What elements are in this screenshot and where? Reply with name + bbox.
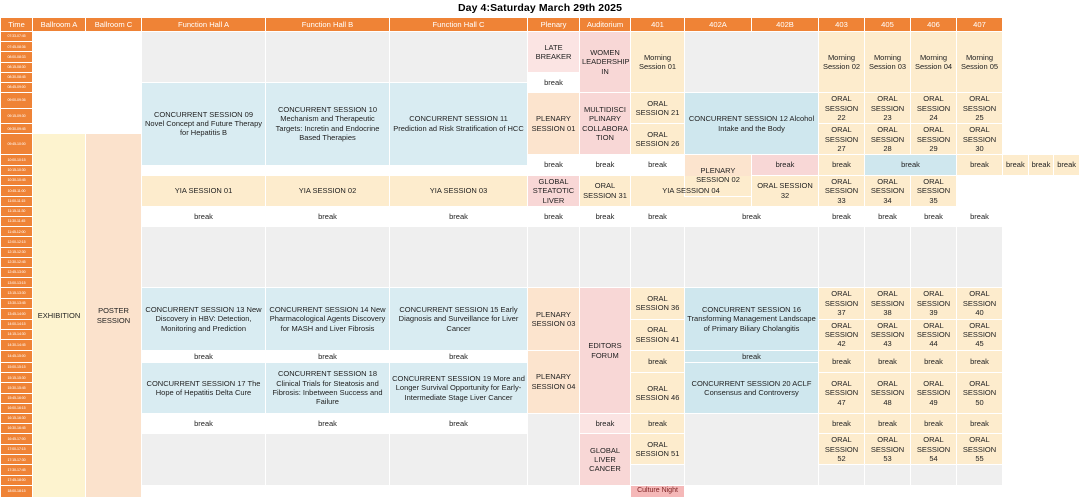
break-401-3: break — [631, 350, 685, 373]
break-407-4: break — [957, 413, 1003, 433]
cell-403-empty-3 — [911, 485, 957, 497]
session-exhibition[interactable]: EXHIBITION — [33, 134, 86, 497]
cell-fha-empty-3 — [142, 434, 266, 486]
session-oral-46[interactable]: ORAL SESSION 46 — [631, 373, 685, 414]
break-fha-1: break — [528, 155, 580, 175]
cell-fhc-empty-4 — [580, 485, 631, 497]
cell-403-empty — [819, 227, 865, 288]
cell-fha-empty — [142, 32, 266, 83]
cell-402-empty-3 — [685, 413, 819, 485]
session-poster[interactable]: POSTER SESSION — [86, 134, 142, 497]
time-cell: 10:00-10:15 — [1, 155, 33, 165]
col-header-407: 407 — [957, 18, 1003, 32]
cell-auditorium-empty-2 — [685, 485, 752, 497]
cell-fhc-empty-3 — [390, 434, 528, 486]
table-row — [1, 485, 1080, 497]
session-cs13[interactable]: CONCURRENT SESSION 13 New Discovery in HBV: Detection, Monitoring and Prediction — [142, 288, 266, 350]
session-cs18[interactable]: CONCURRENT SESSION 18 Clinical Trials for Steatosis and Fibrosis: Inbetween Success and Failure — [266, 363, 390, 414]
break-403-4: break — [819, 413, 865, 433]
session-oral-34[interactable]: ORAL SESSION 34 — [865, 175, 911, 206]
cell-plenary-empty — [528, 227, 580, 288]
session-oral-27[interactable]: ORAL SESSION 27 — [819, 124, 865, 155]
cell-fhb-empty — [266, 32, 390, 83]
cell-fhb-empty-3 — [266, 434, 390, 486]
break-auditorium-4: break — [580, 413, 631, 433]
session-yia-03[interactable]: YIA SESSION 03 — [390, 175, 528, 206]
time-cell: 11:30-11:45 — [1, 217, 33, 227]
time-cell: 17:15-17:30 — [1, 455, 33, 465]
time-cell: 14:15-14:30 — [1, 329, 33, 339]
table-row — [1, 288, 1080, 298]
session-oral-29[interactable]: ORAL SESSION 29 — [911, 124, 957, 155]
schedule-table — [0, 17, 1080, 498]
table-row — [1, 175, 1080, 185]
session-oral-25[interactable]: ORAL SESSION 25 — [957, 93, 1003, 124]
time-cell: 12:15-12:30 — [1, 247, 33, 257]
cell-ballroom-c-empty-2 — [266, 485, 390, 497]
time-cell: 10:30-10:45 — [1, 175, 33, 185]
session-oral-24[interactable]: ORAL SESSION 24 — [911, 93, 957, 124]
cell-ballroom-a-empty-2 — [142, 485, 266, 497]
time-cell: 10:15-10:30 — [1, 165, 33, 175]
session-cs09[interactable]: CONCURRENT SESSION 09 Novel Concept and Future Therapy for Hepatitis B — [142, 82, 266, 165]
break-plenary-2: break — [528, 206, 580, 226]
session-oral-50[interactable]: ORAL SESSION 50 — [957, 373, 1003, 414]
time-cell: 17:30-17:45 — [1, 465, 33, 475]
time-cell: 13:30-13:45 — [1, 298, 33, 308]
table-row — [1, 206, 1080, 216]
cell-402-empty — [685, 32, 819, 93]
break-406-1: break — [1028, 155, 1054, 175]
session-yia-04[interactable]: YIA SESSION 04 — [631, 175, 752, 206]
cell-407-empty-3 — [1028, 485, 1054, 497]
break-fha-4: break — [142, 413, 266, 433]
table-row — [1, 413, 1080, 423]
break-405-2: break — [865, 206, 911, 226]
table-header-row — [1, 18, 1080, 32]
session-oral-49[interactable]: ORAL SESSION 49 — [911, 373, 957, 414]
session-plenary-03[interactable]: PLENARY SESSION 03 — [528, 288, 580, 350]
col-header-403: 403 — [819, 18, 865, 32]
cell-401-empty-3 — [752, 485, 819, 497]
time-cell: 07:33-07:45 — [1, 32, 33, 42]
session-oral-55[interactable]: ORAL SESSION 55 — [957, 434, 1003, 465]
time-cell: 07:45-08:36 — [1, 42, 33, 52]
time-cell: 15:15-15:30 — [1, 373, 33, 383]
session-global-steatotic-liver[interactable]: GLOBAL STEATOTIC LIVER — [528, 175, 580, 206]
session-women-leadership[interactable]: WOMEN LEADERSHIP IN — [580, 32, 631, 93]
session-morning-02[interactable]: Morning Session 02 — [819, 32, 865, 93]
break-plenary-1: break — [528, 72, 580, 92]
break-402-1: break — [865, 155, 957, 175]
cell-407-empty-2 — [957, 465, 1003, 485]
table-row — [1, 32, 1080, 42]
col-header-405: 405 — [865, 18, 911, 32]
page-title: Day 4:Saturday March 29th 2025 — [457, 2, 623, 14]
table-row — [1, 227, 1080, 237]
session-cs19[interactable]: CONCURRENT SESSION 19 More and Longer Survival Opportunity for Early-Intermediate Stage Liver Cancer — [390, 363, 528, 414]
time-cell: 15:00-15:15 — [1, 363, 33, 373]
cell-406-empty-2 — [911, 465, 957, 485]
cell-fhc-empty — [390, 32, 528, 83]
cell-fhb-empty-2 — [266, 227, 390, 288]
col-header-plenary: Plenary — [528, 18, 580, 32]
break-fhc-3: break — [390, 350, 528, 362]
session-multidisciplinary[interactable]: MULTIDISCI PLINARY COLLABORA TION — [580, 93, 631, 155]
break-405-4: break — [865, 413, 911, 433]
cell-407-empty — [957, 227, 1003, 288]
break-fhc-4: break — [390, 413, 528, 433]
session-editors-forum[interactable]: EDITORS FORUM — [580, 288, 631, 414]
break-fhc-2: break — [390, 206, 528, 226]
col-header-402b: 402B — [752, 18, 819, 32]
session-morning-04[interactable]: Morning Session 04 — [911, 32, 957, 93]
col-header-time: Time — [1, 18, 33, 32]
break-406-4: break — [911, 413, 957, 433]
session-oral-43[interactable]: ORAL SESSION 43 — [865, 319, 911, 350]
time-cell: 14:45-15:00 — [1, 350, 33, 362]
session-cs12[interactable]: CONCURRENT SESSION 12 Alcohol Intake and the Body — [685, 93, 819, 155]
break-401-4: break — [631, 413, 685, 433]
session-culture-night[interactable]: Culture Night — [631, 485, 685, 497]
session-oral-42[interactable]: ORAL SESSION 42 — [819, 319, 865, 350]
session-cs11[interactable]: CONCURRENT SESSION 11 Prediction ad Risk Stratification of HCC — [390, 82, 528, 165]
break-auditorium-2: break — [580, 206, 631, 226]
break-auditorium-1: break — [752, 155, 819, 175]
break-407-1: break — [1054, 155, 1080, 175]
cell-402-empty-4 — [819, 485, 911, 497]
col-header-function-hall-b: Function Hall B — [266, 18, 390, 32]
cell-ballroom-a-empty — [33, 32, 86, 134]
time-cell: 16:00-16:15 — [1, 403, 33, 413]
session-oral-26[interactable]: ORAL SESSION 26 — [631, 124, 685, 155]
col-header-401: 401 — [631, 18, 685, 32]
break-fhb-3: break — [266, 350, 390, 362]
session-plenary-04[interactable]: PLENARY SESSION 04 — [528, 350, 580, 413]
time-cell: 11:00-11:15 — [1, 196, 33, 206]
session-oral-28[interactable]: ORAL SESSION 28 — [865, 124, 911, 155]
session-oral-41[interactable]: ORAL SESSION 41 — [631, 319, 685, 350]
time-cell: 13:45-14:00 — [1, 309, 33, 319]
session-yia-01[interactable]: YIA SESSION 01 — [142, 175, 266, 206]
session-oral-32[interactable]: ORAL SESSION 32 — [752, 175, 819, 206]
cell-fhc-empty-2 — [390, 227, 528, 288]
session-oral-47[interactable]: ORAL SESSION 47 — [819, 373, 865, 414]
cell-401-empty-2 — [631, 465, 685, 485]
session-oral-54[interactable]: ORAL SESSION 54 — [911, 434, 957, 465]
cell-plenary-empty-2 — [528, 413, 580, 485]
session-late-breaker[interactable]: LATE BREAKER — [528, 32, 580, 73]
time-cell: 13:15-13:30 — [1, 288, 33, 298]
cell-fha-empty-2 — [142, 227, 266, 288]
session-cs15[interactable]: CONCURRENT SESSION 15 Early Diagnosis and Surveillance for Liver Cancer — [390, 288, 528, 350]
session-plenary-01[interactable]: PLENARY SESSION 01 — [528, 93, 580, 155]
time-cell: 16:15-16:30 — [1, 413, 33, 423]
time-cell: 14:00-14:15 — [1, 319, 33, 329]
session-cs14[interactable]: CONCURRENT SESSION 14 New Pharmacological Agents Discovery for MASH and Liver Fibrosis — [266, 288, 390, 350]
session-cs16[interactable]: CONCURRENT SESSION 16 Transforming Management Landscape of Primary Biliary Cholangitis — [685, 288, 819, 350]
session-oral-38[interactable]: ORAL SESSION 38 — [865, 288, 911, 319]
time-cell: 14:30-14:45 — [1, 340, 33, 350]
cell-405-empty-3 — [957, 485, 1003, 497]
time-cell: 15:45-16:00 — [1, 393, 33, 403]
cell-fha-empty-4 — [390, 485, 528, 497]
time-cell: 17:45-18:00 — [1, 475, 33, 485]
col-header-ballroom-a: Ballroom A — [33, 18, 86, 32]
break-407-2: break — [957, 206, 1003, 226]
time-cell: 08:00-08:33 — [1, 52, 33, 62]
cell-403-empty-2 — [819, 465, 865, 485]
break-401-1: break — [819, 155, 865, 175]
time-cell: 09:00-09:36 — [1, 93, 33, 109]
time-cell: 12:00-12:15 — [1, 237, 33, 247]
session-oral-44[interactable]: ORAL SESSION 44 — [911, 319, 957, 350]
session-cs10[interactable]: CONCURRENT SESSION 10 Mechanism and Therapeutic Targets: Incretin and Endocrine Based Therapies — [266, 82, 390, 165]
time-cell: 12:45-13:00 — [1, 268, 33, 278]
session-oral-22[interactable]: ORAL SESSION 22 — [819, 93, 865, 124]
time-cell: 11:45-12:00 — [1, 227, 33, 237]
break-402-3: break — [685, 350, 819, 362]
session-cs20[interactable]: CONCURRENT SESSION 20 ACLF Consensus and Controversy — [685, 363, 819, 414]
break-402-2: break — [685, 206, 819, 226]
time-cell: 11:15-11:30 — [1, 206, 33, 216]
time-cell: 18:00-18:15 — [1, 485, 33, 497]
session-morning-01[interactable]: Morning Session 01 — [631, 32, 685, 93]
session-oral-21[interactable]: ORAL SESSION 21 — [631, 93, 685, 124]
session-oral-51[interactable]: ORAL SESSION 51 — [631, 434, 685, 465]
session-oral-45[interactable]: ORAL SESSION 45 — [957, 319, 1003, 350]
break-fhc-1: break — [631, 155, 685, 175]
cell-405-empty — [865, 227, 911, 288]
cell-fhb-empty-4 — [528, 485, 580, 497]
time-cell: 16:30-16:45 — [1, 424, 33, 434]
time-cell: 08:45-09:00 — [1, 82, 33, 92]
break-407-3: break — [957, 350, 1003, 373]
session-oral-48[interactable]: ORAL SESSION 48 — [865, 373, 911, 414]
session-oral-40[interactable]: ORAL SESSION 40 — [957, 288, 1003, 319]
table-row — [1, 350, 1080, 362]
session-morning-03[interactable]: Morning Session 03 — [865, 32, 911, 93]
time-cell: 12:30-12:45 — [1, 257, 33, 267]
time-cell: 17:00-17:15 — [1, 444, 33, 454]
cell-406-empty-3 — [1003, 485, 1029, 497]
time-cell: 09:15-09:30 — [1, 108, 33, 124]
break-403-3: break — [819, 350, 865, 373]
break-403-1: break — [957, 155, 1003, 175]
session-oral-53[interactable]: ORAL SESSION 53 — [865, 434, 911, 465]
cell-401-empty — [631, 227, 685, 288]
break-401-2: break — [631, 206, 685, 226]
session-oral-31[interactable]: ORAL SESSION 31 — [580, 175, 631, 206]
time-cell: 10:45-11:00 — [1, 186, 33, 196]
break-fhb-1: break — [580, 155, 631, 175]
session-morning-05[interactable]: Morning Session 05 — [957, 32, 1003, 93]
break-fha-3: break — [142, 350, 266, 362]
session-oral-36[interactable]: ORAL SESSION 36 — [631, 288, 685, 319]
break-406-2: break — [911, 206, 957, 226]
break-406-3: break — [911, 350, 957, 373]
time-cell: 08:30-08:45 — [1, 72, 33, 82]
break-fhb-4: break — [266, 413, 390, 433]
session-oral-33[interactable]: ORAL SESSION 33 — [819, 175, 865, 206]
time-cell: 16:45-17:00 — [1, 434, 33, 444]
session-oral-37[interactable]: ORAL SESSION 37 — [819, 288, 865, 319]
break-403-2: break — [819, 206, 865, 226]
cell-ballroom-c-empty — [86, 32, 142, 134]
session-oral-35[interactable]: ORAL SESSION 35 — [911, 175, 957, 206]
col-header-function-hall-a: Function Hall A — [142, 18, 266, 32]
session-plenary-02[interactable]: PLENARY SESSION 02 — [685, 155, 752, 196]
session-cs17[interactable]: CONCURRENT SESSION 17 The Hope of Hepatitis Delta Cure — [142, 363, 266, 414]
time-cell: 15:30-15:45 — [1, 383, 33, 393]
cell-405-empty-2 — [865, 465, 911, 485]
time-cell: 08:15-08:30 — [1, 62, 33, 72]
break-fha-2: break — [142, 206, 266, 226]
session-global-liver-cancer[interactable]: GLOBAL LIVER CANCER — [580, 434, 631, 486]
break-405-3: break — [865, 350, 911, 373]
col-header-402a: 402A — [685, 18, 752, 32]
time-cell: 13:00-13:15 — [1, 278, 33, 288]
col-header-function-hall-c: Function Hall C — [390, 18, 528, 32]
cell-auditorium-empty — [580, 227, 631, 288]
col-header-ballroom-c: Ballroom C — [86, 18, 142, 32]
col-header-auditorium: Auditorium — [580, 18, 631, 32]
session-oral-23[interactable]: ORAL SESSION 23 — [865, 93, 911, 124]
session-yia-02[interactable]: YIA SESSION 02 — [266, 175, 390, 206]
cell-402-empty-2 — [685, 227, 819, 288]
session-oral-30[interactable]: ORAL SESSION 30 — [957, 124, 1003, 155]
session-oral-39[interactable]: ORAL SESSION 39 — [911, 288, 957, 319]
break-fhb-2: break — [266, 206, 390, 226]
cell-406-empty — [911, 227, 957, 288]
break-405-1: break — [1003, 155, 1029, 175]
session-oral-52[interactable]: ORAL SESSION 52 — [819, 434, 865, 465]
col-header-406: 406 — [911, 18, 957, 32]
time-cell: 09:30-09:45 — [1, 124, 33, 134]
time-cell: 09:45-10:00 — [1, 134, 33, 155]
